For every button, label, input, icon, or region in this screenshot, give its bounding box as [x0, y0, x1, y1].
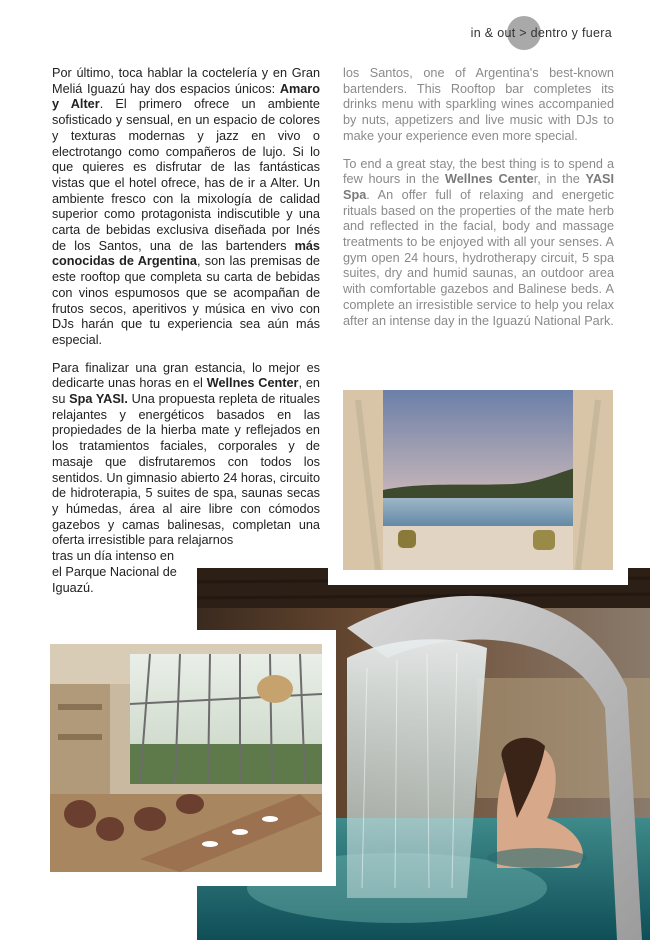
- spanish-column: [52, 66, 320, 596]
- section-out: out: [497, 26, 516, 40]
- section-header: [471, 18, 612, 48]
- spanish-paragraph-spa-end: tras un día intenso en el Parque Nacional de Iguazú.: [52, 549, 177, 595]
- english-paragraph-cocktails: los Santos, one of Argentina's best-known bartenders. This Rooftop bar completes its drinks menu with sparkling wines accompanied by nuts, appetizers and live music with DJs to make your experience even more special.: [343, 66, 614, 143]
- section-label: [471, 26, 612, 40]
- section-title: dentro y fuera: [530, 26, 612, 40]
- infinity-pool-illustration: [343, 390, 613, 570]
- section-ampersand: &: [484, 26, 494, 40]
- section-arrow: >: [519, 26, 527, 40]
- restaurant-photo: [50, 644, 322, 872]
- english-column: [343, 66, 614, 341]
- restaurant-illustration: [50, 644, 322, 872]
- infinity-pool-photo: [343, 390, 613, 570]
- english-paragraph-spa: To end a great stay, the best thing is to spend a few hours in the Wellnes Center, in the YASI Spa. An offer full of relaxing and energetic rituals based on the properties of the mate herb and reflected in the facial, body and massage treatments to be enjoyed with all your senses. A gym open 24 hours, hydrotherapy circuit, 5 spa suites, dry and humid saunas, an outdoor area with comfortable gazebos and Balinese beds. A complete an irresistible service to help you relax after an intense day in the Iguazú National Park.: [343, 156, 614, 328]
- spanish-paragraph-cocktails: Por último, toca hablar la coctelería y en Gran Meliá Iguazú hay dos espacios únicos: Amaro y Alter. El primero ofrece un ambiente sofisticado y sensual, en un espacio de colores y texturas modernas y jazz en vivo o electrotango como compañeros de lujo. Si lo que quieres es disfrutar de las fantásticas vistas que el hotel ofrece, has de ir a Alter. Un ambiente fresco con la mixología de calidad superior como protagonista indiscutible y una carta de bebidas exclusiva diseñada por Inés de los Santos, una de las bartenders más conocidas de Argentina, son las premisas de este rooftop que completa su carta de bebidas con vinos espumosos que se acompañan de frutos secos, aperitivos y música en vivo con DJs harán que tu experiencia sea aún más especial.: [52, 66, 320, 347]
- spanish-paragraph-spa: Para finalizar una gran estancia, lo mejor es dedicarte unas horas en el Wellnes Center, en su Spa YASI. Una propuesta repleta de rituales relajantes y energéticos basados en las propiedades de la hierba mate y reflejados en los tratamientos faciales, corporales y de masaje que disfrutaremos con todos los sentidos. Un gimnasio abierto 24 horas, circuito de hidroterapia, 5 suites de spa, saunas secas y húmedas, área al aire libre con cómodos gazebos y camas balinesas, completan una oferta irresistible para relajarnos: [52, 360, 320, 548]
- section-prefix: in: [470, 26, 481, 40]
